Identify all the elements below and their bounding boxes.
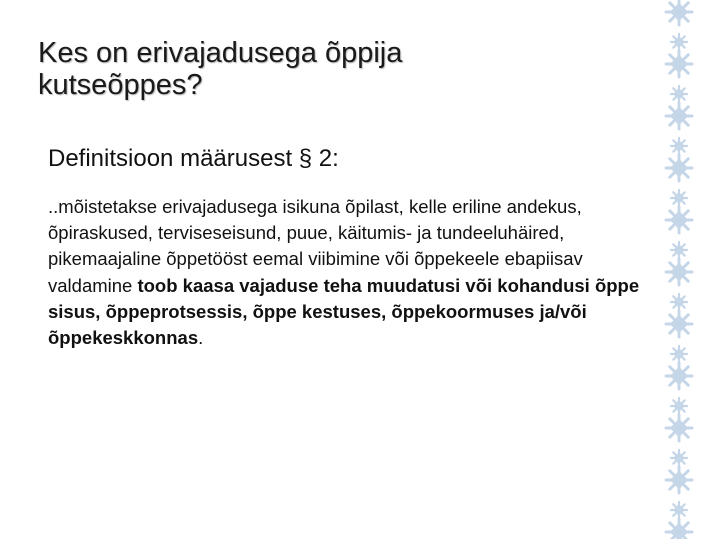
slide-title-line-1: Kes on erivajadusega õppija xyxy=(38,37,403,69)
snowflake-star-icon xyxy=(666,311,692,337)
snowflake-star-icon xyxy=(666,0,692,25)
ornament-border-svg xyxy=(649,0,709,539)
snowflake-star-icon xyxy=(671,450,687,466)
snowflake-star-icon xyxy=(666,259,692,285)
definition-text xyxy=(48,194,648,351)
snowflake-star-icon xyxy=(671,138,687,154)
definition-bold-text: toob kaasa vajaduse teha muudatusi või kohandusi õppe sisus, õppeprotsessis, õppe kestuses, õppekoormuses ja/või õppekeskkonnas xyxy=(48,274,640,349)
snowflake-star-icon xyxy=(671,398,687,414)
definition-end-punctuation: . xyxy=(198,327,204,349)
snowflake-star-icon xyxy=(666,155,692,181)
snowflake-star-icon xyxy=(671,34,687,50)
definition-heading: Definitsioon määrusest § 2: xyxy=(48,145,339,172)
snowflake-star-icon xyxy=(671,502,687,518)
snowflake-star-icon xyxy=(666,467,692,493)
snowflake-star-icon xyxy=(671,190,687,206)
snowflake-star-icon xyxy=(666,103,692,129)
snowflake-star-icon xyxy=(671,346,687,362)
slide-title xyxy=(38,37,598,101)
snowflake-star-icon xyxy=(671,294,687,310)
snowflake-star-icon xyxy=(666,51,692,77)
snowflake-star-icon xyxy=(666,363,692,389)
slide-title-line-2: kutseõppes? xyxy=(38,69,203,101)
snowflake-star-icon xyxy=(671,242,687,258)
snowflake-star-icon xyxy=(666,519,692,539)
definition-regular-text: ..mõistetakse erivajadusega isikuna õpilast, kelle eriline andekus, õpiraskused, terviseseisund, puue, käitumis- ja tundeeluhäired, pikemaajaline õppetööst eemal viibimine või õppekeele ebapiisav valdamine xyxy=(48,196,583,296)
snowflake-star-icon xyxy=(666,207,692,233)
snowflake-star-icon xyxy=(671,86,687,102)
snowflake-star-icon xyxy=(666,415,692,441)
ornament-border xyxy=(649,0,709,539)
